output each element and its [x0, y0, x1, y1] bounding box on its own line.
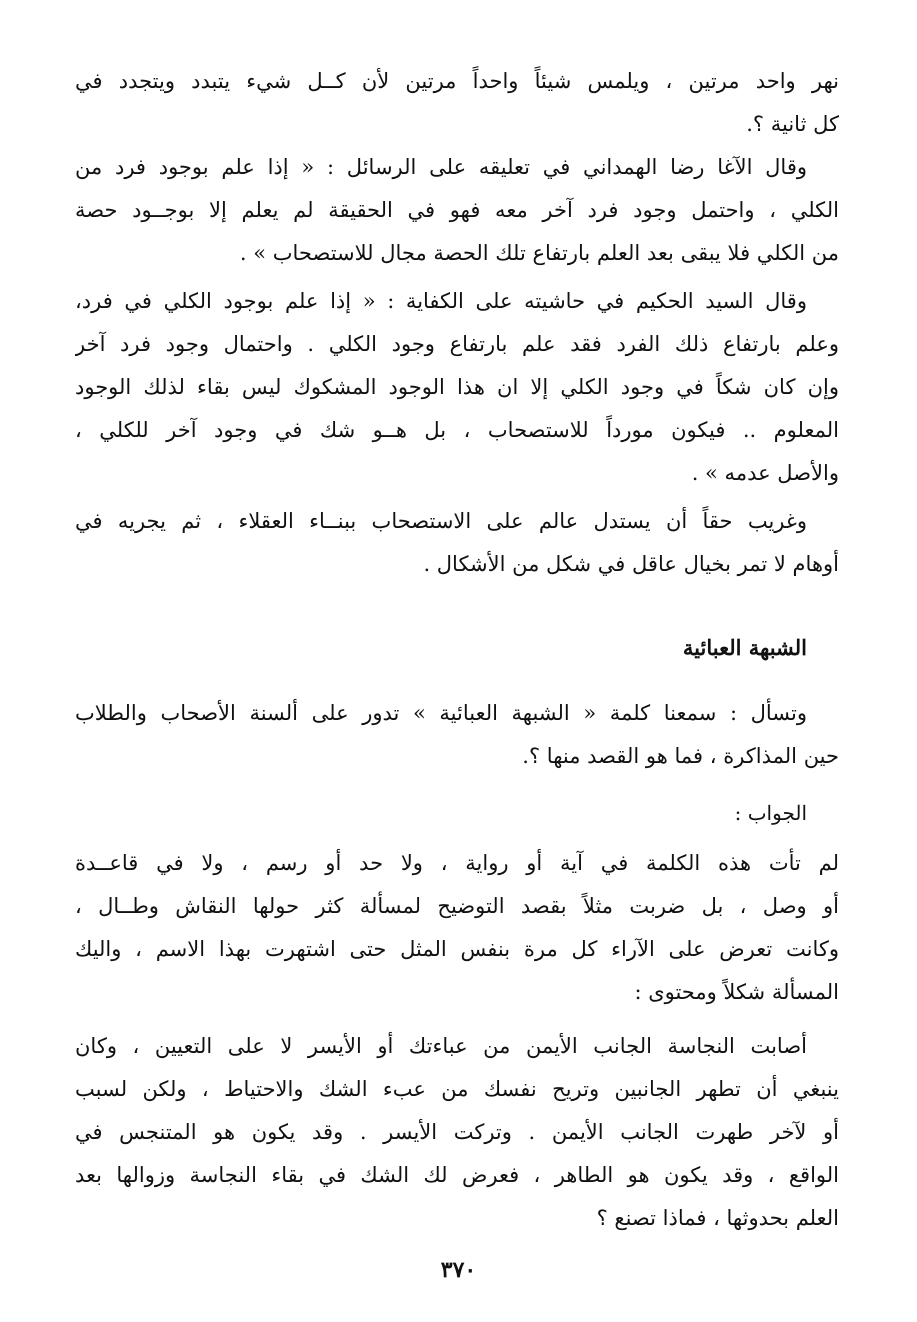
section-heading: الشبهة العبائية — [682, 635, 807, 660]
text-line: حين المذاكرة ، فما هو القصد منها ؟. — [522, 744, 839, 768]
text-line: ينبغي أن تطهر الجانبين وتريح نفسك من عبء الشك والاحتياط ، ولكن لسبب — [75, 1077, 839, 1101]
paragraph-example — [75, 1025, 839, 1240]
text-line: وإن كان شكاً في وجود الكلي إلا ان هذا الوجود المشكوك ليس بقاء لذلك الوجود — [75, 375, 839, 399]
text-line: أصابت النجاسة الجانب الأيمن من عباءتك أو الأيسر لا على التعيين ، وكان — [75, 1034, 807, 1058]
text-line: وكانت تعرض على الآراء كل مرة بنفس المثل حتى اشتهرت بهذا الاسم ، واليك — [75, 937, 839, 961]
text-line: وغريب حقاً أن يستدل عالم على الاستصحاب ببنــاء العقلاء ، ثم يجريه في — [75, 509, 807, 533]
text-line: أو لآخر طهرت الجانب الأيمن . وتركت الأيسر . وقد يكون هو المتنجس في — [75, 1120, 839, 1144]
text-line: المسألة شكلاً ومحتوى : — [634, 980, 839, 1004]
text-line: العلم بحدوثها ، فماذا تصنع ؟ — [596, 1206, 839, 1230]
paragraph-answer — [75, 842, 839, 1014]
text-line: أو وصل ، بل ضربت مثلاً بقصد التوضيح لمسألة كثر حولها النقاش وطــال ، — [75, 894, 839, 918]
text-line: وعلم بارتفاع ذلك الفرد فقد علم بارتفاع وجود الكلي . واحتمال وجود فرد آخر — [75, 332, 839, 356]
page-number: ٣٧٠ — [440, 1257, 477, 1283]
paragraph-hamadani-quote — [75, 146, 839, 275]
text-line: الواقع ، وقد يكون هو الطاهر ، فعرض لك الشك في بقاء النجاسة وزوالها بعد — [75, 1163, 839, 1187]
answer-label: الجواب : — [734, 801, 807, 825]
paragraph-continuation — [75, 60, 839, 146]
text-line: وقال السيد الحكيم في حاشيته على الكفاية : « إذا علم بوجود الكلي في فرد، — [75, 289, 807, 313]
text-line: المعلوم .. فيكون مورداً للاستصحاب ، بل هــو شك في وجود آخر للكلي ، — [75, 418, 839, 442]
text-line: الكلي ، واحتمل وجود فرد آخر معه فهو في الحقيقة لم يعلم إلا بوجــود حصة — [75, 198, 839, 222]
text-line: أوهام لا تمر بخيال عاقل في شكل من الأشكال . — [423, 552, 839, 576]
text-line: وقال الآغا رضا الهمداني في تعليقه على الرسائل : « إذا علم بوجود فرد من — [75, 155, 807, 179]
text-line: وتسأل : سمعنا كلمة « الشبهة العبائية » تدور على ألسنة الأصحاب والطلاب — [75, 701, 807, 725]
text-line: كل ثانية ؟. — [746, 112, 839, 136]
paragraph-hakim-quote — [75, 280, 839, 495]
text-line: نهر واحد مرتين ، ويلمس شيئاً واحداً مرتين لأن كــل شيء يتبدد ويتجدد في — [75, 69, 839, 93]
text-line: من الكلي فلا يبقى بعد العلم بارتفاع تلك الحصة مجال للاستصحاب » . — [239, 241, 839, 265]
paragraph-critique — [75, 500, 839, 586]
paragraph-question — [75, 692, 839, 778]
text-line: والأصل عدمه » . — [691, 461, 839, 485]
text-line: لم تأت هذه الكلمة في آية أو رواية ، ولا حد أو رسم ، ولا في قاعــدة — [75, 851, 839, 875]
